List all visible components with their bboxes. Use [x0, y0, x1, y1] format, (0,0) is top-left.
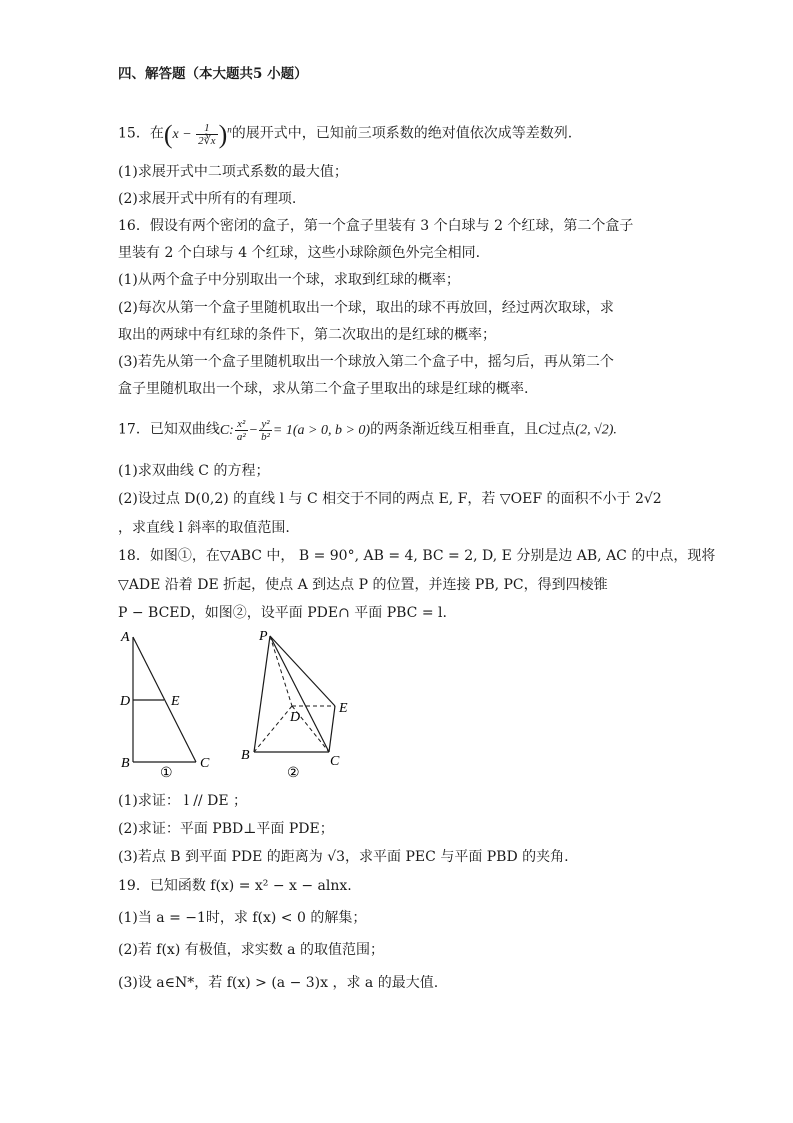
- q15-stem: [118, 120, 678, 147]
- q17-part1: (1)求双曲线 C 的方程；: [118, 463, 270, 479]
- q16-stem-line1: 16．假设有两个密闭的盒子，第一个盒子里装有 3 个白球与 2 个红球，第二个盒子: [118, 218, 634, 234]
- fig2-caption: ②: [287, 766, 300, 781]
- fig1-label-e: E: [171, 694, 180, 709]
- fig1-label-b: B: [121, 756, 130, 771]
- q16-part2-line2: 取出的两球中有红球的条件下，第二次取出的是红球的概率；: [118, 327, 496, 343]
- q16-part3-line2: 盒子里随机取出一个球，求从第二个盒子里取出的球是红球的概率.: [118, 381, 529, 397]
- q15-part2: (2)求展开式中所有的有理项.: [118, 191, 297, 207]
- q16-stem-line2: 里装有 2 个白球与 4 个红球，这些小球除颜色外完全相同.: [118, 245, 481, 261]
- fig1-label-a: A: [121, 630, 130, 645]
- fig1-label-d: D: [120, 694, 131, 709]
- q16-part3-line1: (3)若先从第一个盒子里随机取出一个球放入第二个盒子中，摇匀后，再从第二个: [118, 354, 614, 370]
- q17-part2-line1: (2)设过点 D(0,2) 的直线 l 与 C 相交于不同的两点 E, F，若 ▽OEF 的面积不小于 2√2: [118, 491, 662, 507]
- q15-binomial: (x − $\frac{1}{2∛x}$ )$^n$: [163, 119, 232, 149]
- figure-pyramid-pbced: [232, 626, 362, 781]
- q18-stem-line3: P − BCED，如图②，设平面 PDE∩ 平面 PBC = l.: [118, 605, 447, 621]
- fig1-caption: ①: [160, 766, 173, 778]
- section-title: 四、解答题（本大题共5 小题）: [118, 66, 308, 82]
- figure-triangle-abc: [116, 628, 226, 778]
- q19-part2: (2)若 f(x) 有极值，求实数 a 的取值范围；: [118, 942, 384, 958]
- q19-part3: (3)设 a∈N*，若 f(x) > (a − 3)x ，求 a 的最大值.: [118, 975, 439, 991]
- fig2-label-c: C: [330, 754, 340, 769]
- fig2-label-p: P: [259, 629, 268, 644]
- q16-part2-line1: (2)每次从第一个盒子里随机取出一个球，取出的球不再放回，经过两次取球，求: [118, 300, 614, 316]
- q18-part2: (2)求证：平面 PBD⊥平面 PDE；: [118, 821, 334, 837]
- q19-stem: 19．已知函数 f(x) = x² − x − alnx.: [118, 878, 352, 894]
- q18-part1: (1)求证： l // DE ；: [118, 793, 247, 809]
- q17-part2-line2: ，求直线 l 斜率的取值范围.: [118, 520, 290, 536]
- q19-part1: (1)当 a = −1时，求 f(x) < 0 的解集；: [118, 910, 367, 926]
- q18-stem-line2: ▽ADE 沿着 DE 折起，使点 A 到达点 P 的位置，并连接 PB, PC，得到四棱锥: [118, 577, 608, 593]
- q15-part1: (1)求展开式中二项式系数的最大值；: [118, 164, 348, 180]
- fig2-label-e: E: [339, 701, 348, 716]
- fig2-label-b: B: [241, 748, 250, 763]
- q18-part3: (3)若点 B 到平面 PDE 的距离为 √3，求平面 PEC 与平面 PBD 的夹角.: [118, 849, 569, 865]
- q15-suffix: 的展开式中，已知前三项系数的绝对值依次成等差数列.: [231, 125, 573, 142]
- q18-stem-line1: 18．如图①，在▽ABC 中， B = 90°, AB = 4, BC = 2, D, E 分别是边 AB, AC 的中点，现将: [118, 548, 716, 564]
- q16-part1: (1)从两个盒子中分别取出一个球，求取到红球的概率；: [118, 272, 460, 288]
- fig1-label-c: C: [200, 756, 210, 771]
- fig2-label-d: D: [290, 710, 301, 725]
- q17-stem: 17．已知双曲线C: $\frac{\text{x²}}{\text{a²}}$ − $\frac{\text{y²}}{\text{b²}}$ = 1(a > 0, b > 0)的两条渐近线互相垂直，且C过点(2, √2).: [118, 418, 617, 443]
- q15-prefix: 15．在: [118, 125, 164, 142]
- q17-equation: C: $\frac{\text{x²}}{\text{a²}}$ − $\frac{\text{y²}}{\text{b²}}$ = 1(a > 0, b > 0): [219, 418, 371, 443]
